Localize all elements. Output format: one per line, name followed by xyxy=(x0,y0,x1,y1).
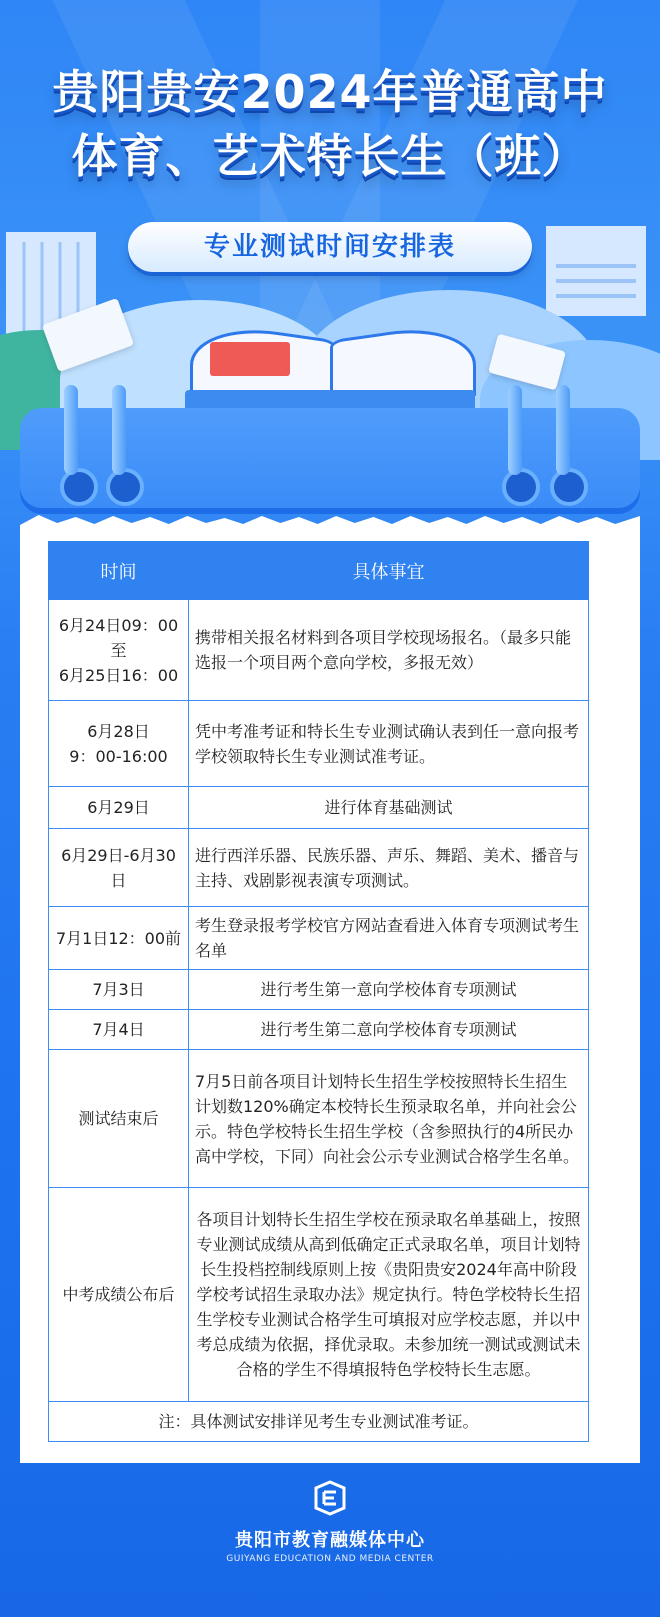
row-detail: 凭中考准考证和特长生专业测试确认表到任一意向报考学校领取特长生专业测试准考证。 xyxy=(189,701,589,787)
organization-name-english: GUIYANG EDUCATION AND MEDIA CENTER xyxy=(226,1554,434,1564)
row-time: 6月29日-6月30日 xyxy=(49,829,189,907)
binder-ring xyxy=(112,385,126,475)
table-row xyxy=(49,787,589,829)
binder-ring xyxy=(508,385,522,475)
book-bookmark xyxy=(210,342,290,376)
organization-name: 贵阳市教育融媒体中心 xyxy=(235,1530,425,1551)
row-detail: 各项目计划特长生招生学校在预录取名单基础上，按照专业测试成绩从高到低确定正式录取名单，项目计划特长生投档控制线原则上按《贵阳贵安2024年高中阶段学校考试招生录取办法》规定执行。特色学校特长生招生学校专业测试合格学生可填报对应学校志愿，并以中考总成绩为依据，择优录取。未参加统一测试或测试未合格的学生不得填报特色学校特长生志愿。 xyxy=(189,1188,589,1402)
row-time: 6月24日09：00 至 6月25日16：00 xyxy=(49,600,189,701)
row-time: 中考成绩公布后 xyxy=(49,1188,189,1402)
binder-hole xyxy=(60,468,98,506)
row-detail: 进行西洋乐器、民族乐器、声乐、舞蹈、美术、播音与主持、戏剧影视表演专项测试。 xyxy=(189,829,589,907)
binder-ring xyxy=(64,385,78,475)
table-row xyxy=(49,907,589,970)
row-time: 7月4日 xyxy=(49,1010,189,1050)
page-title-line1: 贵阳贵安2024年普通高中 xyxy=(52,65,608,119)
row-time: 6月28日 9：00-16:00 xyxy=(49,701,189,787)
row-time: 7月3日 xyxy=(49,970,189,1010)
table-row-note xyxy=(49,1402,589,1442)
row-detail: 进行考生第二意向学校体育专项测试 xyxy=(189,1010,589,1050)
page-title-line2: 体育、艺术特长生（班） xyxy=(71,129,589,183)
table-row xyxy=(49,829,589,907)
poster-header xyxy=(0,60,660,188)
row-detail: 7月5日前各项目计划特长生招生学校按照特长生招生计划数120%确定本校特长生预录取名单，并向社会公示。特色学校特长生招生学校（含参照执行的4所民办高中学校，下同）向社会公示专业测试合格学生名单。 xyxy=(189,1050,589,1188)
footer xyxy=(0,1478,660,1564)
table-note: 注：具体测试安排详见考生专业测试准考证。 xyxy=(49,1402,589,1442)
table-row xyxy=(49,1050,589,1188)
column-header-detail: 具体事宜 xyxy=(189,542,589,600)
table-row xyxy=(49,701,589,787)
binder-hole xyxy=(502,468,540,506)
row-detail: 进行考生第一意向学校体育专项测试 xyxy=(189,970,589,1010)
book-e-logo-icon xyxy=(310,1478,350,1518)
subtitle-banner: 专业测试时间安排表 xyxy=(128,222,532,272)
row-time: 7月1日12：00前 xyxy=(49,907,189,970)
schedule-table xyxy=(48,541,589,1442)
row-detail: 携带相关报名材料到各项目学校现场报名。（最多只能选报一个项目两个意向学校，多报无效） xyxy=(189,600,589,701)
column-header-time: 时间 xyxy=(49,542,189,600)
table-row xyxy=(49,1010,589,1050)
building-right-illustration xyxy=(546,226,646,316)
building-windows xyxy=(546,226,646,316)
table-row xyxy=(49,970,589,1010)
binder-ring xyxy=(556,385,570,475)
row-time: 测试结束后 xyxy=(49,1050,189,1188)
table-row xyxy=(49,600,589,701)
row-detail: 进行体育基础测试 xyxy=(189,787,589,829)
binder-hole xyxy=(106,468,144,506)
binder-hole xyxy=(550,468,588,506)
row-time: 6月29日 xyxy=(49,787,189,829)
table-row xyxy=(49,1188,589,1402)
row-detail: 考生登录报考学校官方网站查看进入体育专项测试考生名单 xyxy=(189,907,589,970)
table-header-row xyxy=(49,542,589,600)
